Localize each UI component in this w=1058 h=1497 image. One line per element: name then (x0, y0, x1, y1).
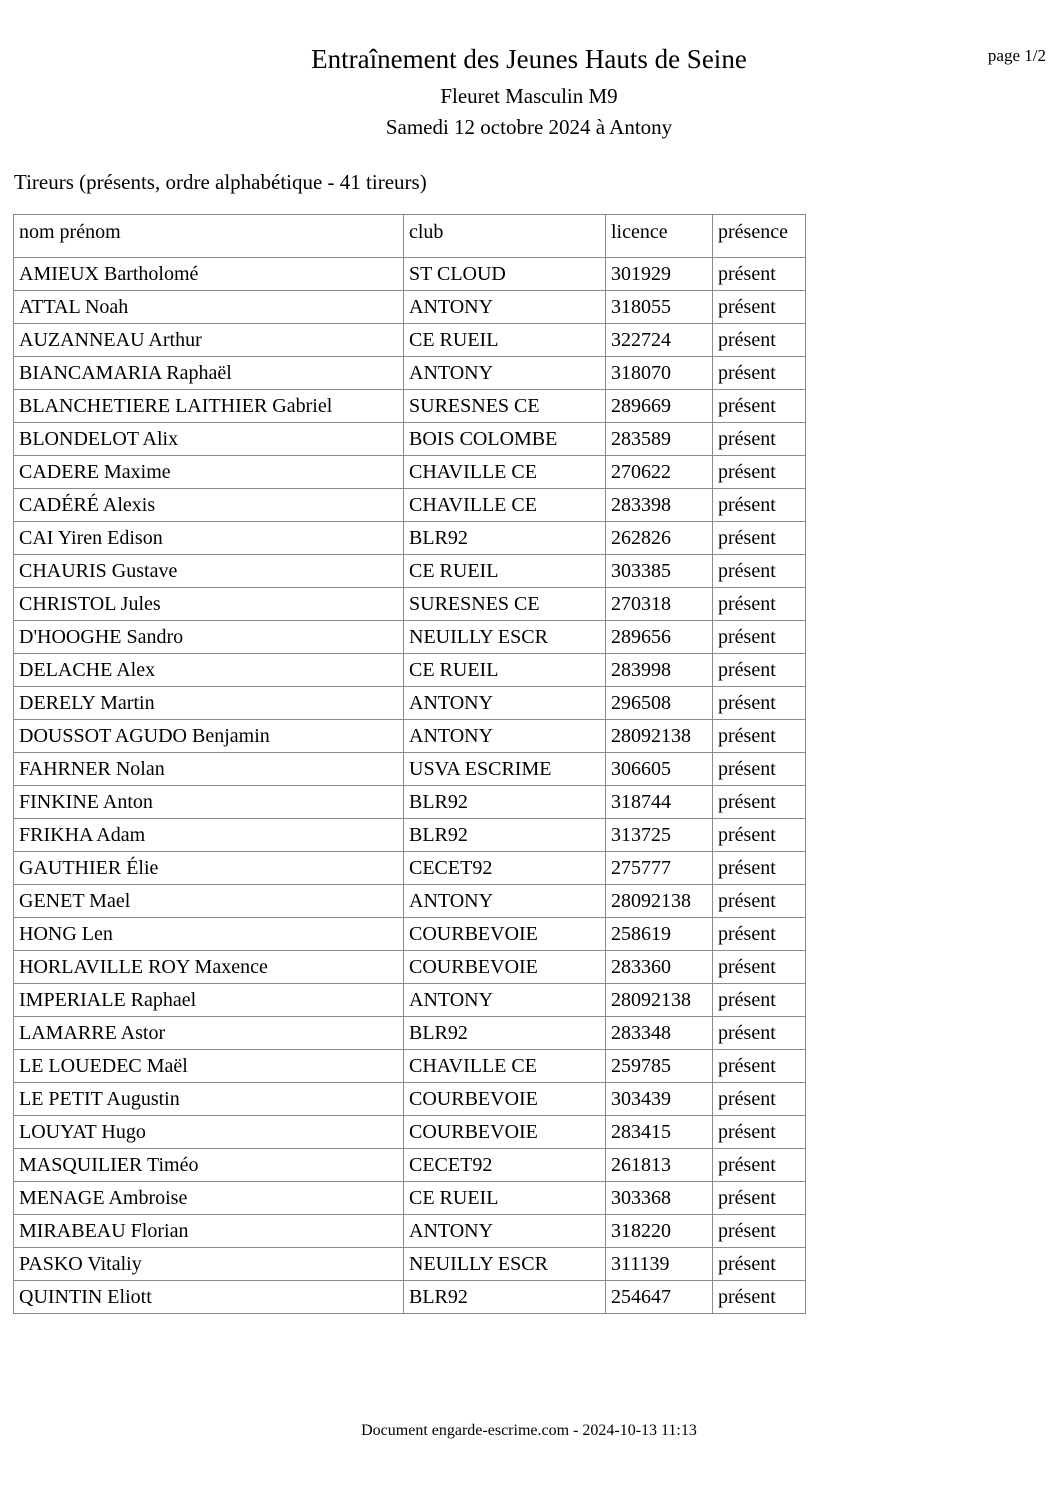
fencer-name: LAMARRE Astor (14, 1017, 404, 1050)
fencer-name: AMIEUX Bartholomé (14, 258, 404, 291)
table-row (14, 1050, 806, 1083)
table-row (14, 357, 806, 390)
fencer-name: CADÉRÉ Alexis (14, 489, 404, 522)
table-row (14, 1083, 806, 1116)
fencer-club: BLR92 (404, 522, 606, 555)
fencer-name: BIANCAMARIA Raphaël (14, 357, 404, 390)
fencer-licence: 318220 (606, 1215, 713, 1248)
fencer-name: MIRABEAU Florian (14, 1215, 404, 1248)
fencer-name: ATTAL Noah (14, 291, 404, 324)
fencer-name: BLONDELOT Alix (14, 423, 404, 456)
table-row (14, 1281, 806, 1314)
fencer-presence: présent (713, 885, 806, 918)
fencer-presence: présent (713, 291, 806, 324)
table-row (14, 258, 806, 291)
fencer-club: ANTONY (404, 885, 606, 918)
document-title: Entraînement des Jeunes Hauts de Seine (311, 44, 747, 74)
fencer-presence: présent (713, 786, 806, 819)
table-row (14, 1182, 806, 1215)
fencer-presence: présent (713, 1149, 806, 1182)
fencer-name: LE LOUEDEC Maël (14, 1050, 404, 1083)
fencer-club: ANTONY (404, 291, 606, 324)
fencer-name: MENAGE Ambroise (14, 1182, 404, 1215)
fencer-club: COURBEVOIE (404, 1116, 606, 1149)
fencer-presence: présent (713, 918, 806, 951)
fencer-club: SURESNES CE (404, 588, 606, 621)
fencer-club: CE RUEIL (404, 324, 606, 357)
fencer-name: MASQUILIER Timéo (14, 1149, 404, 1182)
table-row (14, 819, 806, 852)
table-row (14, 687, 806, 720)
fencer-presence: présent (713, 720, 806, 753)
fencer-club: ANTONY (404, 720, 606, 753)
fencer-club: CE RUEIL (404, 1182, 606, 1215)
fencer-presence: présent (713, 621, 806, 654)
table-row (14, 1149, 806, 1182)
fencer-presence: présent (713, 456, 806, 489)
fencer-licence: 283360 (606, 951, 713, 984)
fencer-licence: 289656 (606, 621, 713, 654)
fencer-club: NEUILLY ESCR (404, 621, 606, 654)
fencer-licence: 275777 (606, 852, 713, 885)
fencer-club: ST CLOUD (404, 258, 606, 291)
fencer-licence: 303439 (606, 1083, 713, 1116)
fencer-licence: 311139 (606, 1248, 713, 1281)
fencer-licence: 258619 (606, 918, 713, 951)
fencer-presence: présent (713, 1017, 806, 1050)
fencer-licence: 301929 (606, 258, 713, 291)
fencer-name: HORLAVILLE ROY Maxence (14, 951, 404, 984)
fencer-club: COURBEVOIE (404, 951, 606, 984)
fencer-licence: 318744 (606, 786, 713, 819)
fencer-name: CAI Yiren Edison (14, 522, 404, 555)
table-row (14, 1116, 806, 1149)
fencer-licence: 270622 (606, 456, 713, 489)
fencer-club: CECET92 (404, 852, 606, 885)
fencer-presence: présent (713, 753, 806, 786)
fencer-name: PASKO Vitaliy (14, 1248, 404, 1281)
column-header-name: nom prénom (14, 215, 404, 258)
fencer-name: CADERE Maxime (14, 456, 404, 489)
fencer-presence: présent (713, 555, 806, 588)
fencer-name: GENET Mael (14, 885, 404, 918)
fencer-licence: 28092138 (606, 984, 713, 1017)
fencer-club: CE RUEIL (404, 654, 606, 687)
table-row (14, 456, 806, 489)
fencer-name: QUINTIN Eliott (14, 1281, 404, 1314)
fencer-club: ANTONY (404, 984, 606, 1017)
fencers-table (13, 214, 806, 1314)
column-header-licence: licence (606, 215, 713, 258)
document-footer: Document engarde-escrime.com - 2024-10-13 11:13 (361, 1422, 697, 1439)
fencer-licence: 270318 (606, 588, 713, 621)
fencer-licence: 296508 (606, 687, 713, 720)
fencer-licence: 313725 (606, 819, 713, 852)
fencer-presence: présent (713, 258, 806, 291)
section-title: Tireurs (présents, ordre alphabétique - 41 tireurs) (14, 170, 427, 194)
table-row (14, 1215, 806, 1248)
fencer-name: DERELY Martin (14, 687, 404, 720)
fencer-presence: présent (713, 588, 806, 621)
fencer-licence: 322724 (606, 324, 713, 357)
fencer-licence: 283348 (606, 1017, 713, 1050)
fencer-presence: présent (713, 522, 806, 555)
table-row (14, 786, 806, 819)
fencer-presence: présent (713, 489, 806, 522)
fencer-name: FAHRNER Nolan (14, 753, 404, 786)
fencer-club: COURBEVOIE (404, 1083, 606, 1116)
fencer-club: BLR92 (404, 1017, 606, 1050)
fencer-name: IMPERIALE Raphael (14, 984, 404, 1017)
table-row (14, 588, 806, 621)
fencer-licence: 303368 (606, 1182, 713, 1215)
table-row (14, 324, 806, 357)
fencer-presence: présent (713, 390, 806, 423)
fencer-presence: présent (713, 1215, 806, 1248)
table-row (14, 984, 806, 1017)
fencer-licence: 262826 (606, 522, 713, 555)
fencer-club: BOIS COLOMBE (404, 423, 606, 456)
fencer-licence: 254647 (606, 1281, 713, 1314)
fencer-licence: 259785 (606, 1050, 713, 1083)
table-row (14, 654, 806, 687)
fencer-licence: 318055 (606, 291, 713, 324)
fencer-name: CHRISTOL Jules (14, 588, 404, 621)
fencer-club: USVA ESCRIME (404, 753, 606, 786)
table-row (14, 885, 806, 918)
table-row (14, 753, 806, 786)
fencer-presence: présent (713, 1281, 806, 1314)
fencer-name: DOUSSOT AGUDO Benjamin (14, 720, 404, 753)
table-row (14, 522, 806, 555)
fencer-name: DELACHE Alex (14, 654, 404, 687)
fencer-presence: présent (713, 1050, 806, 1083)
table-row (14, 621, 806, 654)
fencer-club: ANTONY (404, 1215, 606, 1248)
table-row (14, 720, 806, 753)
fencer-name: CHAURIS Gustave (14, 555, 404, 588)
fencer-presence: présent (713, 423, 806, 456)
fencer-licence: 28092138 (606, 885, 713, 918)
fencer-club: CECET92 (404, 1149, 606, 1182)
table-row (14, 1017, 806, 1050)
fencer-name: D'HOOGHE Sandro (14, 621, 404, 654)
fencer-licence: 306605 (606, 753, 713, 786)
table-row (14, 1248, 806, 1281)
fencer-presence: présent (713, 852, 806, 885)
fencer-licence: 283998 (606, 654, 713, 687)
fencer-club: ANTONY (404, 687, 606, 720)
fencer-licence: 283398 (606, 489, 713, 522)
fencer-club: BLR92 (404, 1281, 606, 1314)
event-date-location: Samedi 12 octobre 2024 à Antony (385, 115, 673, 139)
column-header-presence: présence (713, 215, 806, 258)
fencer-licence: 283589 (606, 423, 713, 456)
column-header-club: club (404, 215, 606, 258)
fencer-name: BLANCHETIERE LAITHIER Gabriel (14, 390, 404, 423)
table-body (14, 258, 806, 1314)
table-header-row (14, 215, 806, 258)
fencer-presence: présent (713, 1116, 806, 1149)
fencer-presence: présent (713, 687, 806, 720)
table-row (14, 555, 806, 588)
fencer-club: CHAVILLE CE (404, 489, 606, 522)
fencer-club: CE RUEIL (404, 555, 606, 588)
fencer-name: GAUTHIER Élie (14, 852, 404, 885)
fencer-name: AUZANNEAU Arthur (14, 324, 404, 357)
competition-category: Fleuret Masculin M9 (440, 84, 618, 108)
fencer-club: NEUILLY ESCR (404, 1248, 606, 1281)
table-row (14, 423, 806, 456)
fencer-licence: 318070 (606, 357, 713, 390)
table-row (14, 852, 806, 885)
fencer-presence: présent (713, 1083, 806, 1116)
fencer-name: FINKINE Anton (14, 786, 404, 819)
fencer-name: LE PETIT Augustin (14, 1083, 404, 1116)
fencer-club: BLR92 (404, 819, 606, 852)
fencer-presence: présent (713, 1182, 806, 1215)
fencer-presence: présent (713, 951, 806, 984)
fencer-club: CHAVILLE CE (404, 456, 606, 489)
fencer-name: HONG Len (14, 918, 404, 951)
fencer-club: BLR92 (404, 786, 606, 819)
fencer-presence: présent (713, 654, 806, 687)
fencer-name: FRIKHA Adam (14, 819, 404, 852)
fencer-presence: présent (713, 1248, 806, 1281)
fencer-club: COURBEVOIE (404, 918, 606, 951)
fencer-licence: 289669 (606, 390, 713, 423)
page-number: page 1/2 (987, 46, 1046, 65)
fencer-presence: présent (713, 324, 806, 357)
table-row (14, 390, 806, 423)
fencer-presence: présent (713, 819, 806, 852)
fencer-club: ANTONY (404, 357, 606, 390)
fencer-name: LOUYAT Hugo (14, 1116, 404, 1149)
fencer-licence: 261813 (606, 1149, 713, 1182)
fencer-club: CHAVILLE CE (404, 1050, 606, 1083)
fencer-club: SURESNES CE (404, 390, 606, 423)
table-row (14, 291, 806, 324)
table-row (14, 489, 806, 522)
table-row (14, 918, 806, 951)
fencer-licence: 28092138 (606, 720, 713, 753)
fencer-presence: présent (713, 357, 806, 390)
table-row (14, 951, 806, 984)
fencer-licence: 283415 (606, 1116, 713, 1149)
fencer-licence: 303385 (606, 555, 713, 588)
fencer-presence: présent (713, 984, 806, 1017)
